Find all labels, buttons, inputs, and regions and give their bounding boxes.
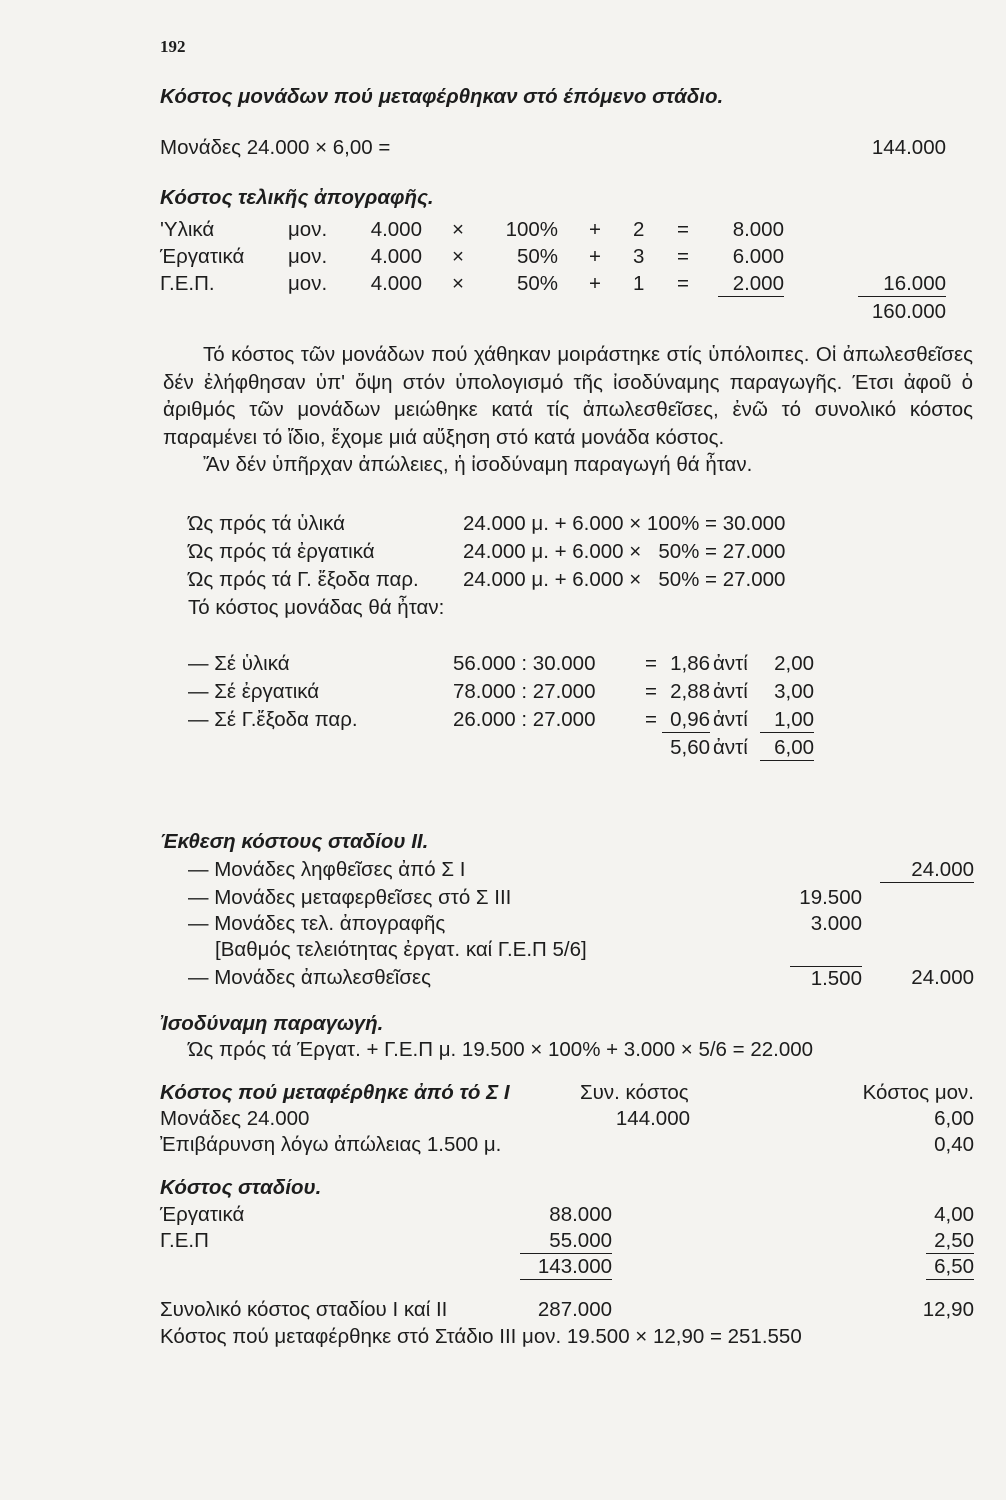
inventory-row-add: 2 <box>633 218 645 241</box>
overhead-unit-cost: 2,50 <box>926 1229 974 1254</box>
completion-note: [Βαθμός τελειότητας ἐργατ. καί Γ.Ε.Π 5/6] <box>215 938 587 961</box>
equiv-row-calc: 24.000 μ. + 6.000 × 50% = 27.000 <box>463 568 786 591</box>
inventory-row-label: Γ.Ε.Π. <box>160 272 215 295</box>
explanation-text-2: Ἄν δέν ὑπῆρχαν ἀπώλειες, ἡ ἰσοδύναμη παραγωγή θά ἦταν. <box>203 453 753 477</box>
unitcost-row-eq: = <box>645 652 657 675</box>
inventory-row-qty: 4.000 <box>370 218 422 241</box>
inventory-row-unit: μον. <box>288 272 328 295</box>
column-total-cost: Συν. κόστος <box>580 1081 689 1104</box>
inventory-row-label: 'Υλικά <box>160 218 215 241</box>
unitcost-total-value: 5,60 <box>670 736 710 759</box>
unitcost-row-division: 26.000 : 27.000 <box>453 708 596 731</box>
inventory-row-pct: 100% <box>505 218 558 241</box>
unitcost-row-word: ἀντί <box>713 708 748 731</box>
unitcost-row-eq: = <box>645 708 657 731</box>
transferred-units-value: 19.500 <box>799 886 862 909</box>
transferred-units-line: Μονάδες 24.000 × 6,00 = <box>160 136 391 159</box>
unitcost-row-division: 56.000 : 30.000 <box>453 652 596 675</box>
stagecost-heading: Κόστος σταδίου. <box>160 1176 322 1199</box>
unitcost-row-alt: 3,00 <box>774 680 814 703</box>
unitcost-row-label: — Σέ ἐργατικά <box>188 680 320 703</box>
cumulative-cost-label: Συνολικό κόστος σταδίου I καί II <box>160 1298 448 1321</box>
explanation-paragraph <box>163 341 973 479</box>
inventory-units-label: — Μονάδες τελ. ἀπογραφῆς <box>188 912 446 935</box>
inventory-row-qty: 4.000 <box>370 272 422 295</box>
unitcost-row-eq: = <box>645 680 657 703</box>
inventory-row-result: 6.000 <box>732 245 784 268</box>
unitcost-total-word: ἀντί <box>713 736 748 759</box>
stage2-heading: Έκθεση κόστους σταδίου II. <box>160 830 429 853</box>
transfer-heading: Κόστος πού μεταφέρθηκε ἀπό τό Σ I <box>160 1081 510 1104</box>
inventory-row-eq: = <box>677 245 689 268</box>
grand-total: 160.000 <box>871 300 946 323</box>
equiv-row-calc: 24.000 μ. + 6.000 × 50% = 27.000 <box>463 540 786 563</box>
unitcost-row-alt: 1,00 <box>760 708 814 733</box>
transfer-units-total: 144.000 <box>615 1107 690 1130</box>
loss-burden-label: Ἐπιβάρυνση λόγω ἀπώλειας 1.500 μ. <box>160 1133 502 1156</box>
unitcost-row-value: 2,88 <box>670 680 710 703</box>
received-units-value: 24.000 <box>880 858 974 883</box>
transferred-units-value: 144.000 <box>871 136 946 159</box>
inventory-row-times: × <box>452 218 464 241</box>
labor-unit-cost: 4,00 <box>934 1203 974 1226</box>
inventory-row-qty: 4.000 <box>370 245 422 268</box>
inventory-subtotal: 16.000 <box>858 272 946 297</box>
transferred-units-label: — Μονάδες μεταφερθεῖσες στό Σ III <box>188 886 512 909</box>
unitcost-row-alt: 2,00 <box>774 652 814 675</box>
loss-burden-unit-cost: 0,40 <box>934 1133 974 1156</box>
overhead-total: 55.000 <box>520 1229 612 1254</box>
final-transfer-line: Κόστος πού μεταφέρθηκε στό Στάδιο III μον. 19.500 × 12,90 = 251.550 <box>160 1325 802 1348</box>
inventory-row-result: 2.000 <box>718 272 784 297</box>
lost-units-label: — Μονάδες ἀπωλεσθεῖσες <box>188 966 432 989</box>
equiv2-line: Ώς πρός τά Έργατ. + Γ.Ε.Π μ. 19.500 × 100% + 3.000 × 5/6 = 22.000 <box>188 1038 814 1061</box>
overhead-label: Γ.Ε.Π <box>160 1229 209 1252</box>
stage-subtotal: 143.000 <box>520 1255 612 1280</box>
inventory-row-unit: μον. <box>288 218 328 241</box>
inventory-units-value: 3.000 <box>810 912 862 935</box>
section-heading-ending-inventory: Κόστος τελικῆς ἀπογραφῆς. <box>160 186 434 209</box>
stage2-total-units: 24.000 <box>911 966 974 989</box>
unitcost-row-word: ἀντί <box>713 680 748 703</box>
column-unit-cost: Κόστος μον. <box>862 1081 974 1104</box>
inventory-row-eq: = <box>677 218 689 241</box>
lost-units-value: 1.500 <box>790 966 862 991</box>
inventory-row-unit: μον. <box>288 245 328 268</box>
inventory-row-plus: + <box>589 272 601 295</box>
inventory-row-label: Έργατικά <box>160 245 245 268</box>
unitcost-row-value: 0,96 <box>662 708 710 733</box>
inventory-row-times: × <box>452 272 464 295</box>
stage-subtotal-unit-cost: 6,50 <box>926 1255 974 1280</box>
equiv-row-label: Ώς πρός τά ὑλικά <box>188 512 346 535</box>
inventory-row-add: 1 <box>633 272 645 295</box>
unitcost-row-value: 1,86 <box>670 652 710 675</box>
unit-cost-label: Τό κόστος μονάδας θά ἦταν: <box>188 596 445 619</box>
transfer-units-label: Μονάδες 24.000 <box>160 1107 310 1130</box>
inventory-row-plus: + <box>589 245 601 268</box>
transfer-units-unit-cost: 6,00 <box>934 1107 974 1130</box>
labor-total: 88.000 <box>549 1203 612 1226</box>
inventory-row-plus: + <box>589 218 601 241</box>
section-heading-transferred: Κόστος μονάδων πού μεταφέρθηκαν στό έπόμενο στάδιο. <box>160 85 724 108</box>
unitcost-row-label: — Σέ ὑλικά <box>188 652 290 675</box>
labor-label: Έργατικά <box>160 1203 245 1226</box>
received-units-label: — Μονάδες ληφθεῖσες ἀπό Σ I <box>188 858 466 881</box>
inventory-row-pct: 50% <box>516 272 558 295</box>
unitcost-row-division: 78.000 : 27.000 <box>453 680 596 703</box>
page-number: 192 <box>160 37 186 56</box>
unitcost-total-alt: 6,00 <box>760 736 814 761</box>
unitcost-row-label: — Σέ Γ.ἔξοδα παρ. <box>188 708 358 731</box>
equiv2-heading: Ἰσοδύναμη παραγωγή. <box>160 1012 384 1035</box>
equiv-row-calc: 24.000 μ. + 6.000 × 100% = 30.000 <box>463 512 786 535</box>
inventory-row-times: × <box>452 245 464 268</box>
unitcost-row-word: ἀντί <box>713 652 748 675</box>
inventory-row-eq: = <box>677 272 689 295</box>
inventory-row-pct: 50% <box>516 245 558 268</box>
cumulative-unit-cost: 12,90 <box>922 1298 974 1321</box>
equiv-row-label: Ώς πρός τά ἐργατικά <box>188 540 375 563</box>
explanation-text: Τό κόστος τῶν μονάδων πού χάθηκαν μοιράστηκε στίς ὑπόλοιπες. Οἱ ἀπωλεσθεῖσες δέν ἐλήφθησαν ὑπ' ὄψη στόν ὑπολογισμό τῆς ἰσοδύναμης παραγωγῆς. Έτσι ἀφοῦ ὁ ἀριθμός τῶν μονάδων μειώθηκε κατά τίς ἀπωλεσθεῖσες, ἐνῶ τό συνολικό κόστος παραμένει τό ἴδιο, ἔχομε μιά αὔξηση στό κατά μονάδα κόστος. <box>163 343 973 449</box>
equiv-row-label: Ώς πρός τά Γ. ἔξοδα παρ. <box>188 568 419 591</box>
cumulative-cost-total: 287.000 <box>537 1298 612 1321</box>
inventory-row-add: 3 <box>633 245 645 268</box>
inventory-row-result: 8.000 <box>732 218 784 241</box>
